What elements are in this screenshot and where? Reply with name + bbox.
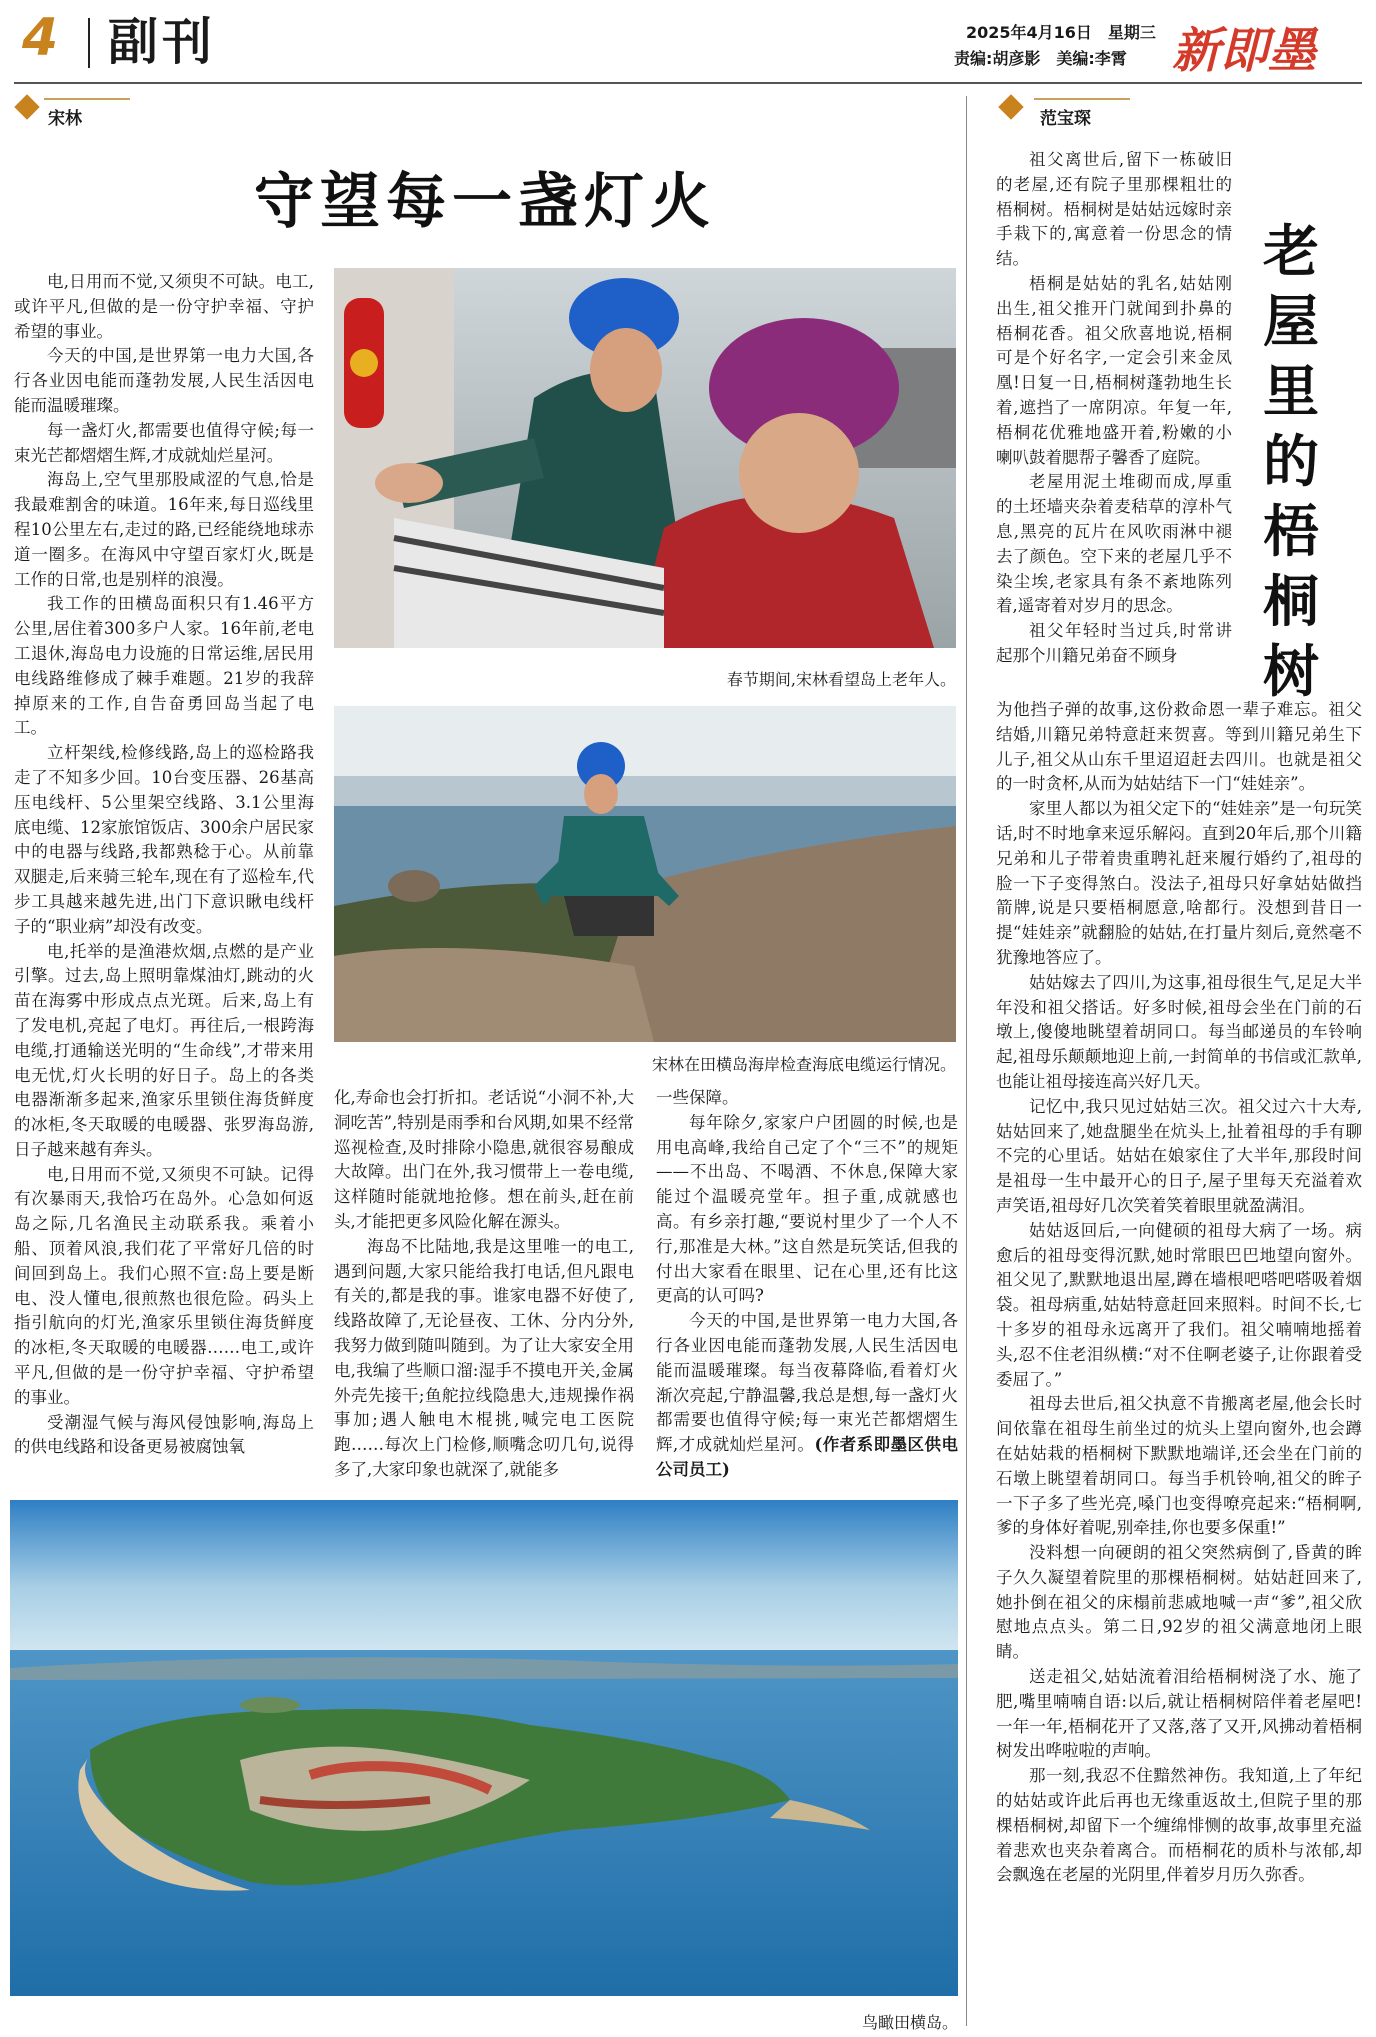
- paragraph: 没料想一向硬朗的祖父突然病倒了,昏黄的眸子久久凝望着院里的那棵梧桐树。姑姑赶回来了,她扑倒在祖父的床榻前悲戚地喊一声“爹”,祖父欣慰地点点头。第二日,92岁的祖父满意地闭上眼睛。: [996, 1543, 1362, 1662]
- paragraph: 那一刻,我忍不住黯然神伤。我知道,上了年纪的姑姑或许此后再也无缘重返故土,但院子里的那棵梧桐树,却留下一个缠绵悱恻的故事,故事里充溢着悲欢也夹杂着离合。而梧桐花的质朴与浓郁,却会飘逸在老屋的光阴里,伴着岁月历久弥香。: [996, 1766, 1362, 1885]
- paragraph: 电,日用而不觉,又须臾不可缺。记得有次暴雨天,我恰巧在岛外。心急如何返岛之际,几名渔民主动联系我。乘着小船、顶着风浪,我们花了平常好几倍的时间回到岛上。我们心照不宣:岛上要是断电、没人懂电,很煎熬也很危险。码头上指引航向的灯光,渔家乐里锁住海货鲜度的冰柜,冬天取暖的电暖器……电工,或许平凡,但做的是一份守护幸福、守护希望的事业。: [14, 1164, 314, 1407]
- article1-author: 宋林: [48, 109, 82, 129]
- paragraph: 电,托举的是渔港炊烟,点燃的是产业引擎。过去,岛上照明靠煤油灯,跳动的火苗在海雾中形成点点光斑。后来,岛上有了发电机,亮起了电灯。再往后,一根跨海电缆,打通输送光明的“生命线”,才带来用电无忧,灯火长明的好日子。岛上的各类电器渐渐多起来,渔家乐里锁住海货鲜度的冰柜,冬天取暖的电暖器、张罗海岛游,日子越来越有奔头。: [14, 941, 314, 1159]
- paragraph: 立杆架线,检修线路,岛上的巡检路我走了不知多少回。10台变压器、26基高压电线杆、5公里架空线路、3.1公里海底电缆、12家旅馆饭店、300余户居民家中的电器与线路,我都熟稔于心。从前靠双腿走,后来骑三轮车,现在有了巡检车,代步工具越来越先进,出门下意识瞅电线杆子的“职业病”却没有改变。: [14, 743, 314, 936]
- paragraph: 海岛上,空气里那股咸涩的气息,恰是我最难割舍的味道。16年来,每日巡线里程10公里左右,走过的路,已经能绕地球赤道一圈多。在海风中守望百家灯火,既是工作的日常,也是别样的浪漫。: [14, 470, 314, 589]
- photo-visiting-elderly: [334, 268, 956, 648]
- paragraph: 每一盏灯火,都需要也值得守候;每一束光芒都熠熠生辉,才成就灿烂星河。: [14, 420, 314, 465]
- paragraph: 今天的中国,是世界第一电力大国,各行各业因电能而蓬勃发展,人民生活因电能而温暖璀璨。: [14, 346, 314, 415]
- paragraph: 我工作的田横岛面积只有1.46平方公里,居住着300多户人家。16年前,老电工退休,海岛电力设施的日常运维,居民用电线路维修成了棘手难题。21岁的我辞掉原来的工作,自告奋勇回岛当起了电工。: [14, 594, 314, 738]
- diamond-icon: [14, 94, 39, 119]
- editors-line: 责编:胡彦影 美编:李霄: [954, 49, 1127, 68]
- paragraph: 祖母去世后,祖父执意不肯搬离老屋,他会长时间依靠在祖母生前坐过的炕头上望向窗外,也会蹲在姑姑栽的梧桐树下默默地端详,还会坐在门前的石墩上眺望着胡同口。每当手机铃响,祖父的眸子一下子多了些光亮,嗓门也变得嘹亮起来:“梧桐啊,爹的身体好着呢,别牵挂,你也要多保重!”: [996, 1394, 1362, 1538]
- photo2-caption: 宋林在田横岛海岸检查海底电缆运行情况。: [651, 1055, 956, 1074]
- article1-title: 守望每一盏灯火: [254, 167, 716, 237]
- paragraph: 祖父年轻时当过兵,时常讲起那个川籍兄弟奋不顾身: [996, 621, 1232, 665]
- photo1-caption: 春节期间,宋林看望岛上老年人。: [726, 670, 956, 689]
- article1-byline: (作者系即墨区供电公司员工): [656, 1435, 958, 1479]
- paragraph: 电,日用而不觉,又须臾不可缺。电工,或许平凡,但做的是一份守护幸福、守护希望的事业。: [14, 272, 314, 341]
- paragraph: 化,寿命也会打折扣。老话说“小洞不补,大洞吃苦”,特别是雨季和台风期,如果不经常巡视检查,及时排除小隐患,就很容易酿成大故障。出门在外,我习惯带上一卷电缆,这样随时能就地抢修。想在前头,赶在前头,才能把更多风险化解在源头。: [334, 1088, 634, 1231]
- paragraph: 家里人都以为祖父定下的“娃娃亲”是一句玩笑话,时不时地拿来逗乐解闷。直到20年后,那个川籍兄弟和儿子带着贵重聘礼赶来履行婚约了,祖母的脸一下子变得煞白。没法子,祖母只好拿姑姑做挡箭牌,说是只要梧桐愿意,啥都行。没想到昔日一提“娃娃亲”就翻脸的姑姑,在打量片刻后,竟然毫不犹豫地答应了。: [996, 799, 1362, 967]
- paragraph: 记忆中,我只见过姑姑三次。祖父过六十大寿,姑姑回来了,她盘腿坐在炕头上,扯着祖母的手有聊不完的心里话。姑姑在娘家住了大半年,那段时间是祖母一生中最开心的日子,屋子里每天充溢着欢声笑语,祖母好几次笑着笑着眼里就盈满泪。: [996, 1096, 1362, 1215]
- paragraph: 祖父离世后,留下一栋破旧的老屋,还有院子里那棵粗壮的梧桐树。梧桐树是姑姑远嫁时亲手栽下的,寓意着一份思念的情结。: [996, 150, 1232, 269]
- paragraph: 海岛不比陆地,我是这里唯一的电工,遇到问题,大家只能给我打电话,但凡跟电有关的,都是我的事。谁家电器不好使了,线路故障了,无论昼夜、工休、分内分外,我努力做到随叫随到。为了让大家安全用电,我编了些顺口溜:湿手不摸电开关,金属外壳先接干;鱼舵拉线隐患大,违规操作祸事加;遇人触电木棍挑,喊完电工医院跑……每次上门检修,顺嘴念叨几句,说得多了,大家印象也就深了,就能多: [334, 1236, 634, 1479]
- paragraph: 每年除夕,家家户户团圆的时候,也是用电高峰,我给自己定了个“三不”的规矩——不出岛、不喝酒、不休息,保障大家能过个温暖亮堂年。担子重,成就感也高。有乡亲打趣,“要说村里少了一个人不行,那准是大林。”这自然是玩笑话,但我的付出大家看在眼里、记在心里,还有比这更高的认可吗?: [656, 1112, 958, 1306]
- header-rule: [14, 82, 1362, 84]
- paragraph: 送走祖父,姑姑流着泪给梧桐树浇了水、施了肥,嘴里喃喃自语:以后,就让梧桐树陪伴着老屋吧!一年一年,梧桐花开了又落,落了又开,风拂动着梧桐树发出哗啦啦的声响。: [996, 1667, 1362, 1761]
- photo-aerial-island: [10, 1500, 958, 1996]
- article1-column-1: [14, 270, 314, 1522]
- paragraph: 梧桐是姑姑的乳名,姑姑刚出生,祖父推开门就闻到扑鼻的梧桐花香。祖父欣喜地说,梧桐可是个好名字,一定会引来金凤凰!日复一日,梧桐树蓬勃地生长着,遮挡了一席阴凉。年复一年,梧桐花优雅地盛开着,粉嫩的小喇叭鼓着腮帮子馨香了庭院。: [996, 273, 1232, 467]
- article2-top-column: [996, 148, 1232, 698]
- column-separator: [966, 96, 967, 2026]
- header-divider: [88, 18, 90, 68]
- paragraph: 受潮湿气候与海风侵蚀影响,海岛上的供电线路和设备更易被腐蚀氧: [14, 1412, 314, 1457]
- author-rule: [44, 98, 130, 100]
- issue-date: 2025年4月16日 星期三: [966, 23, 1156, 42]
- paragraph: 一些保障。: [656, 1088, 739, 1107]
- article2-author: 范宝琛: [1040, 109, 1091, 129]
- photo-cable-inspection: [334, 706, 956, 1042]
- paragraph: 姑姑返回后,一向健硕的祖母大病了一场。病愈后的祖母变得沉默,她时常眼巴巴地望向窗外。祖父见了,默默地退出屋,蹲在墙根吧嗒吧嗒吸着烟袋。祖母病重,姑姑特意赶回来照料。时间不长,七十多岁的祖母永远离开了我们。祖父喃喃地摇着头,忍不住老泪纵横:“对不住啊老婆子,让你跟着受委屈了。”: [996, 1220, 1362, 1389]
- article2-main-column: [996, 698, 1362, 2016]
- newspaper-logo: 新即墨: [1172, 23, 1317, 79]
- article1-column-3: [656, 1086, 958, 1522]
- photo3-caption: 鸟瞰田横岛。: [861, 2013, 958, 2032]
- section-title: 副刊: [108, 13, 216, 71]
- author-rule: [1034, 98, 1130, 100]
- page-number: 4: [22, 8, 59, 68]
- paragraph: 姑姑嫁去了四川,为这事,祖母很生气,足足大半年没和祖父搭话。好多时候,祖母会坐在门前的石墩上,傻傻地眺望着胡同口。每当邮递员的车铃响起,祖母乐颠颠地迎上前,一封简单的书信或汇款单,也能让祖母接连高兴好几天。: [996, 972, 1362, 1091]
- article2-title: 老屋里的梧桐树: [1263, 220, 1319, 705]
- paragraph: 今天的中国,是世界第一电力大国,各行各业因电能而蓬勃发展,人民生活因电能而温暖璀璨。每当夜幕降临,看着灯火渐次亮起,宁静温馨,我总是想,每一盏灯火都需要也值得守候;每一束光芒都熠熠生辉,才成就灿烂星河。(作者系即墨区供电公司员工): [656, 1311, 958, 1479]
- article1-column-2: [334, 1086, 634, 1522]
- paragraph: 为他挡子弹的故事,这份救命恩一辈子难忘。祖父结婚,川籍兄弟特意赶来贺喜。等到川籍兄弟生下儿子,祖父从山东千里迢迢赶去四川。也就是祖父的一时贪杯,从而为姑姑结下一门“娃娃亲”。: [996, 700, 1362, 794]
- diamond-icon: [998, 94, 1023, 119]
- paragraph: 老屋用泥土堆砌而成,厚重的土坯墙夹杂着麦秸草的淳朴气息,黑亮的瓦片在风吹雨淋中褪去了颜色。空下来的老屋几乎不染尘埃,老家具有条不紊地陈列着,遥寄着对岁月的思念。: [996, 472, 1232, 616]
